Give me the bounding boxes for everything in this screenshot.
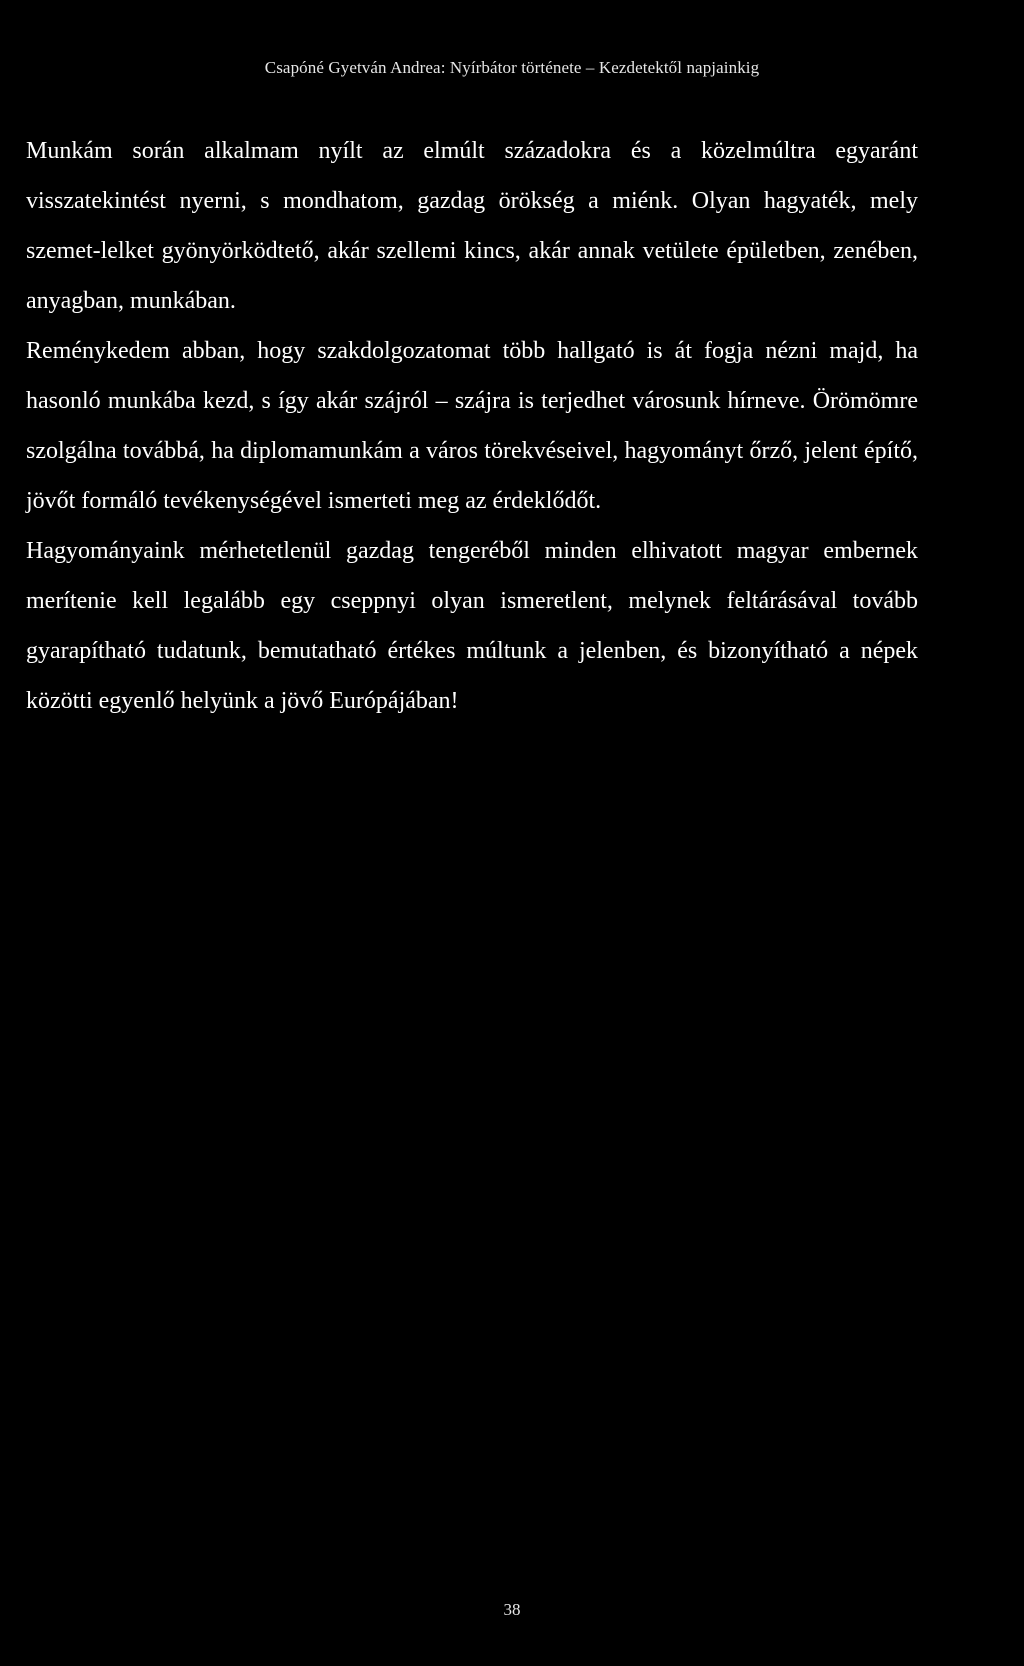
paragraph-1: Munkám során alkalmam nyílt az elmúlt századokra és a közelmúltra egyaránt visszatekintést nyerni, s mondhatom, gazdag örökség a miénk. Olyan hagyaték, mely szemet-lelket gyönyörködtető, akár szellemi kincs, akár annak vetülete épületben, zenében, anyagban, munkában. bbox=[26, 138, 918, 314]
paragraph-2: Reménykedem abban, hogy szakdolgozatomat több hallgató is át fogja nézni majd, ha hasonló munkába kezd, s így akár szájról – szájra is terjedhet városunk hírneve. Örömömre szolgálna továbbá, ha diplomamunkám a város törekvéseivel, hagyományt őrző, jelent építő, jövőt formáló tevékenységével ismerteti meg az érdeklődőt. bbox=[26, 338, 918, 514]
page-number: 38 bbox=[503, 1600, 521, 1619]
paragraph-3: Hagyományaink mérhetetlenül gazdag tengeréből minden elhivatott magyar embernek merítenie kell legalább egy cseppnyi olyan ismeretlent, melynek feltárásával tovább gyarapítható tudatunk, bemutatható értékes múltunk a jelenben, és bizonyítható a népek közötti egyenlő helyünk a jövő Európájában! bbox=[26, 538, 918, 714]
body-text bbox=[26, 126, 918, 726]
running-header: Csapóné Gyetván Andrea: Nyírbátor története – Kezdetektől napjainkig bbox=[264, 58, 760, 77]
